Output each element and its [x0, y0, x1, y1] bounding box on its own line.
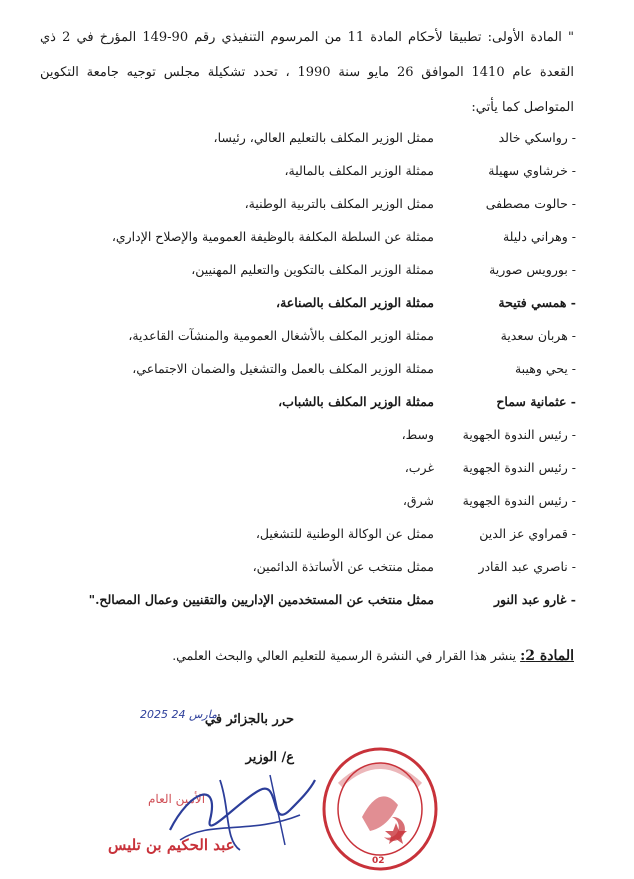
written-in-algiers: حرر بالجزائر في	[204, 712, 294, 727]
member-row	[40, 484, 576, 517]
member-row	[40, 583, 576, 616]
member-row	[40, 286, 576, 319]
article-2	[172, 648, 574, 664]
member-row	[40, 517, 576, 550]
member-row	[40, 187, 576, 220]
member-role: ممثل الوزير المكلف بالتربية الوطنية،	[244, 196, 434, 211]
member-name: - همسي فتيحة	[498, 295, 576, 310]
article-1-intro: " المادة الأولى: تطبيقا لأحكام المادة 11 من المرسوم التنفيذي رقم 90-149 المؤرخ في 2 ذي القعدة عام 1410 الموافق 26 مايو سنة 1990 ، تحدد تشكيلة مجلس توجيه جامعة التكوين المتواصل كما يأتي:	[40, 30, 574, 115]
member-row	[40, 319, 576, 352]
member-row	[40, 253, 576, 286]
date-stamp: 2025 مارس 24	[140, 708, 217, 721]
member-name: - ناصري عبد القادر	[478, 559, 576, 574]
member-role: غرب،	[404, 460, 434, 475]
member-row	[40, 418, 576, 451]
member-role: ممثلة الوزير المكلف بالتكوين والتعليم المهنيين،	[191, 262, 434, 277]
member-role: وسط،	[401, 427, 434, 442]
member-row	[40, 352, 576, 385]
member-name: - بورويس صورية	[489, 262, 576, 277]
member-name: - رئيس الندوة الجهوية	[462, 460, 576, 475]
member-name: - رواسكي خالد	[498, 130, 576, 145]
member-row	[40, 154, 576, 187]
member-name: - يحي وهيبة	[514, 361, 576, 376]
member-name: - هربان سعدية	[500, 328, 576, 343]
member-name: - غارو عبد النور	[493, 592, 576, 607]
member-role: ممثل عن الوكالة الوطنية للتشغيل،	[255, 526, 434, 541]
member-role: ممثل منتخب عن الأساتذة الدائمين،	[252, 559, 434, 574]
member-name: - رئيس الندوة الجهوية	[462, 427, 576, 442]
secretary-general-title: الأمين العام	[148, 792, 206, 806]
member-name: - حالوت مصطفى	[485, 196, 576, 211]
member-name: - وهراني دليلة	[502, 229, 576, 244]
member-role: ممثلة الوزير المكلف بالمالية،	[284, 163, 434, 178]
member-row	[40, 121, 576, 154]
member-role: شرق،	[402, 493, 434, 508]
article-2-label: المادة 2:	[520, 648, 574, 664]
member-role: ممثلة الوزير المكلف بالعمل والتشغيل والضمان الاجتماعي،	[132, 361, 434, 376]
member-name: - قمراوي عز الدين	[479, 526, 576, 541]
member-role: ممثلة الوزير المكلف بالشباب،	[278, 394, 434, 409]
secretary-general-name: عبد الحكيم بن تليس	[108, 836, 235, 854]
member-name: - رئيس الندوة الجهوية	[462, 493, 576, 508]
member-row	[40, 385, 576, 418]
member-row	[40, 451, 576, 484]
member-role: ممثل الوزير المكلف بالتعليم العالي، رئيسا،	[213, 130, 434, 145]
member-row	[40, 220, 576, 253]
council-members-list	[40, 121, 576, 616]
member-role: ممثل منتخب عن المستخدمين الإداريين والتقنيين وعمال المصالح."	[88, 592, 434, 607]
article-2-text: ينشر هذا القرار في النشرة الرسمية للتعليم العالي والبحث العلمي.	[172, 648, 521, 663]
member-name: - خرشاوي سهيلة	[488, 163, 576, 178]
member-role: ممثلة الوزير المكلف بالصناعة،	[276, 295, 434, 310]
member-name: - عثمانية سماح	[496, 394, 576, 409]
member-role: ممثلة عن السلطة المكلفة بالوظيفة العمومية والإصلاح الإداري،	[111, 229, 434, 244]
seal-number: 02	[372, 856, 385, 866]
minister-signatory-line: ع/ الوزير	[245, 750, 294, 765]
member-role: ممثلة الوزير المكلف بالأشغال العمومية والمنشآت القاعدية،	[128, 328, 434, 343]
member-row	[40, 550, 576, 583]
